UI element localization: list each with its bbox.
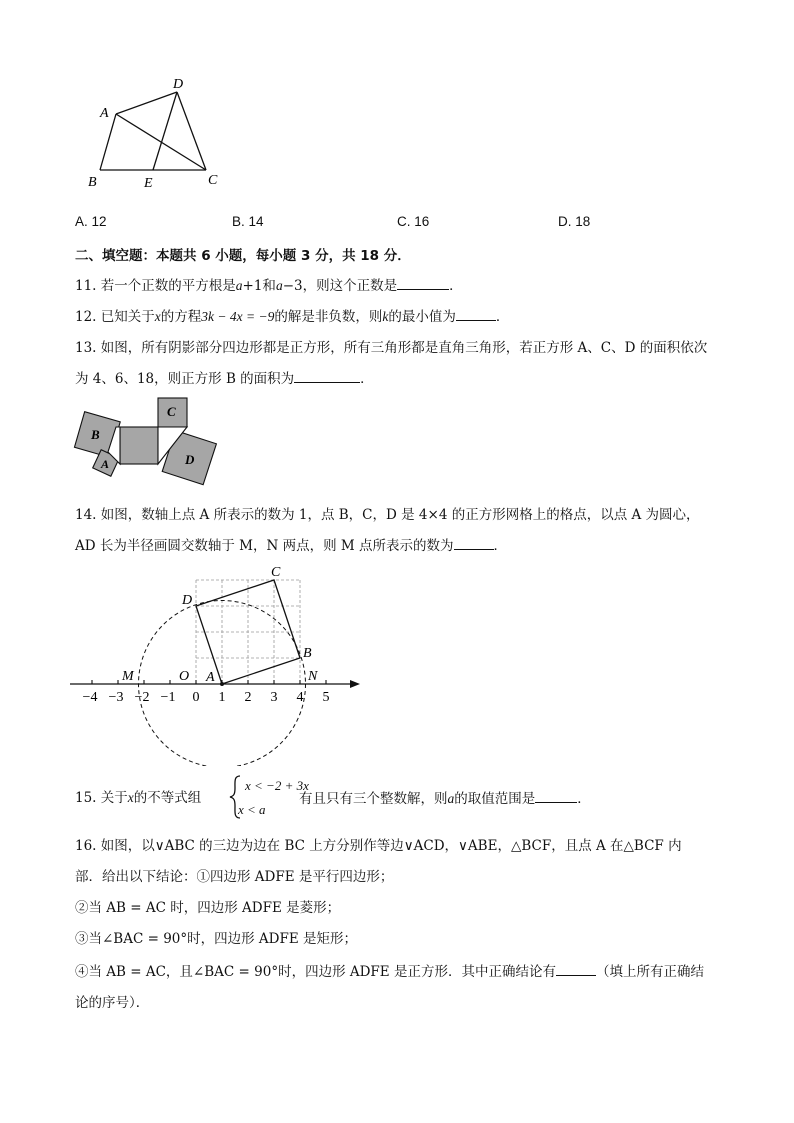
axis-arrow-icon bbox=[350, 680, 360, 688]
q12-pre: 已知关于 bbox=[100, 309, 155, 325]
tick-label: 2 bbox=[244, 690, 252, 705]
label-point-b: B bbox=[303, 646, 312, 661]
question-16-line4: ③当∠BAC = 90°时，四边形 ADFE 是矩形； bbox=[75, 931, 358, 947]
tick-label: −1 bbox=[160, 690, 176, 705]
q13-end: ． bbox=[360, 371, 374, 387]
question-13-line1: 13. 如图，所有阴影部分四边形都是正方形，所有三角形都是直角三角形，若正方形 A、C、D 的面积依次 bbox=[75, 340, 708, 356]
q12-post2: 的最小值为 bbox=[388, 309, 456, 325]
question-12 bbox=[75, 306, 509, 327]
q16-line5-text: ④当 AB = AC，且∠BAC = 90°时，四边形 ADFE 是正方形．其中正确结论有 bbox=[75, 964, 556, 980]
tick-label: 0 bbox=[192, 690, 200, 705]
option-c: C. 16 bbox=[397, 214, 430, 229]
q15-post2: 的取值范围是 bbox=[454, 791, 536, 807]
tick-label: 5 bbox=[322, 690, 330, 705]
q16-answer-blank[interactable] bbox=[556, 961, 596, 976]
label-d: D bbox=[173, 77, 184, 92]
question-14-line1: 14. 如图，数轴上点 A 所表示的数为 1，点 B，C，D 是 4×4 的正方形网格上的格点，以点 A 为圆心， bbox=[75, 507, 700, 523]
question-16-line3: ②当 AB = AC 时，四边形 ADFE 是菱形； bbox=[75, 900, 341, 916]
q11-number: 11. bbox=[75, 278, 97, 294]
q12-var-k: k bbox=[382, 309, 389, 324]
option-b: B. 14 bbox=[232, 214, 264, 229]
q13-line2-text: 为 4、6、18，则正方形 B 的面积为 bbox=[75, 371, 295, 387]
q12-var-x: x bbox=[154, 309, 161, 324]
option-d: D. 18 bbox=[558, 214, 591, 229]
q11-answer-blank[interactable] bbox=[397, 275, 449, 290]
label-point-n: N bbox=[308, 669, 318, 684]
q15-end: ． bbox=[577, 791, 591, 807]
q15-mid: 的不等式组 bbox=[133, 790, 202, 806]
q11-var-a2: a bbox=[275, 278, 283, 293]
q15-inequality-2: x < a bbox=[238, 802, 266, 817]
q11-var-a1: a bbox=[235, 278, 243, 293]
q11-pre: 若一个正数的平方根是 bbox=[100, 278, 236, 294]
q12-end: ． bbox=[495, 309, 510, 325]
label-point-a: A bbox=[206, 670, 215, 685]
q14-line2-text: AD 长为半径画圆交数轴于 M，N 两点，则 M 点所表示的数为 bbox=[75, 538, 454, 554]
tick-label: 1 bbox=[218, 690, 226, 705]
label-b: B bbox=[88, 175, 97, 190]
number-line-figure bbox=[68, 562, 368, 766]
tick-label: 4 bbox=[296, 690, 304, 705]
segment-ab bbox=[100, 114, 116, 170]
label-e: E bbox=[144, 176, 153, 191]
squares-figure bbox=[72, 396, 232, 496]
q14-answer-blank[interactable] bbox=[454, 535, 494, 550]
tick-label: −2 bbox=[134, 690, 150, 705]
quadrilateral-figure bbox=[80, 72, 230, 194]
question-16-line5 bbox=[75, 961, 704, 982]
label-c: C bbox=[208, 173, 218, 188]
question-13-line2 bbox=[75, 368, 374, 389]
question-16-line1: 16. 如图，以∨ABC 的三边为边在 BC 上方分别作等边∨ACD，∨ABE，△BCF，且点 A 在△BCF 内 bbox=[75, 838, 682, 854]
q11-expr1: +1和 bbox=[242, 278, 276, 294]
q11-expr2: −3，则这个正数是 bbox=[282, 278, 398, 294]
q11-end: ． bbox=[449, 278, 463, 294]
question-16-line2: 部．给出以下结论：①四边形 ADFE 是平行四边形； bbox=[75, 869, 394, 885]
segment-cd bbox=[177, 92, 206, 170]
q15-var-x: x bbox=[127, 790, 134, 805]
tick-label: −3 bbox=[108, 690, 124, 705]
label-square-b: B bbox=[91, 427, 100, 442]
square-middle bbox=[120, 427, 158, 464]
label-square-a: A bbox=[101, 457, 110, 471]
label-square-d: D bbox=[185, 452, 195, 467]
label-point-o: O bbox=[179, 669, 190, 684]
label-a: A bbox=[100, 106, 109, 121]
label-point-d: D bbox=[182, 593, 193, 608]
tick-label: −4 bbox=[82, 690, 98, 705]
q15-pre: 关于 bbox=[100, 790, 128, 806]
question-15 bbox=[75, 788, 201, 808]
label-point-m: M bbox=[122, 669, 134, 684]
question-16-line6: 论的序号）． bbox=[75, 995, 150, 1011]
q12-answer-blank[interactable] bbox=[456, 306, 496, 321]
tick-label: 3 bbox=[270, 690, 278, 705]
q12-number: 12. bbox=[75, 309, 97, 325]
q15-number: 15. bbox=[75, 790, 97, 806]
q15-var-a: a bbox=[447, 791, 455, 806]
q15-post: 有且只有三个整数解，则 bbox=[299, 791, 448, 807]
question-15-tail bbox=[299, 788, 591, 809]
q16-line5-tail: （填上所有正确结 bbox=[595, 964, 704, 980]
q12-equation: 3k − 4x = −9 bbox=[201, 309, 275, 324]
q14-end: ． bbox=[493, 538, 507, 554]
label-square-c: C bbox=[167, 404, 176, 419]
question-14-line2 bbox=[75, 535, 507, 556]
section-heading: 二、填空题：本题共 6 小题，每小题 3 分，共 18 分． bbox=[75, 248, 411, 264]
point-a-dot bbox=[220, 682, 224, 686]
q13-answer-blank[interactable] bbox=[294, 368, 360, 383]
q12-post: 的解是非负数，则 bbox=[274, 309, 383, 325]
option-a: A. 12 bbox=[75, 214, 107, 229]
segment-da bbox=[116, 92, 177, 114]
q12-mid: 的方程 bbox=[160, 309, 202, 325]
q15-answer-blank[interactable] bbox=[535, 788, 577, 803]
q15-inequality-1: x < −2 + 3x bbox=[245, 778, 309, 793]
segment-de bbox=[153, 92, 177, 170]
question-11 bbox=[75, 275, 463, 296]
label-point-c: C bbox=[271, 565, 281, 580]
